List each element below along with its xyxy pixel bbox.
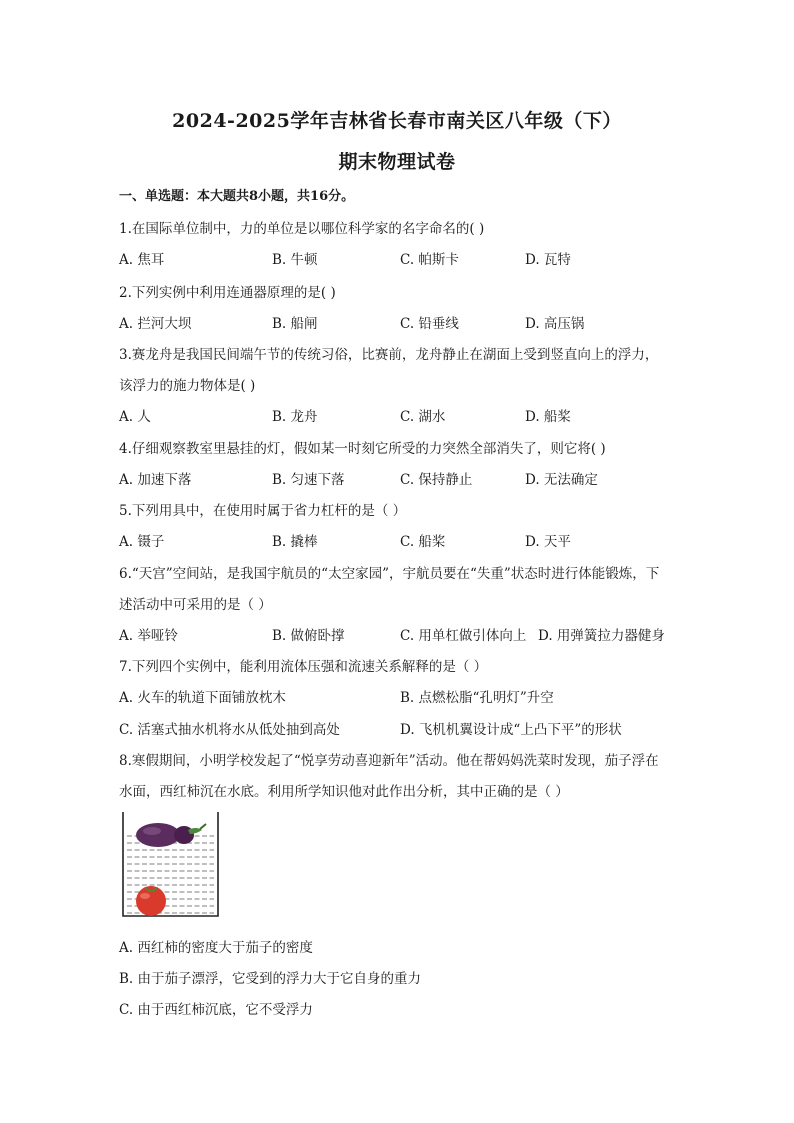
q5-stem: 5.下列用具中，在使用时属于省力杠杆的是（ ） (119, 503, 407, 519)
q7-stem: 7.下列四个实例中，能利用流体压强和流速关系解释的是（ ） (119, 659, 488, 675)
q8-option-a: A. 西红柿的密度大于茄子的密度 (119, 940, 313, 956)
q4-option-b: B. 匀速下落 (272, 472, 345, 488)
q8-stem-line2: 水面，西红柿沉在水底。利用所学知识他对此作出分析，其中正确的是（ ） (119, 784, 569, 800)
q5-option-b: B. 撬棒 (272, 534, 318, 550)
q3-option-b: B. 龙舟 (272, 409, 318, 425)
q3-option-d: D. 船桨 (525, 409, 571, 425)
q6-option-b: B. 做俯卧撑 (272, 628, 345, 644)
q2-stem: 2.下列实例中利用连通器原理的是( ) (119, 285, 336, 301)
q2-option-b: B. 船闸 (272, 316, 318, 332)
q6-option-a: A. 举哑铃 (119, 628, 178, 644)
q4-option-d: D. 无法确定 (525, 472, 598, 488)
tomato-icon (136, 886, 166, 916)
page-title-line1: 2024-2025学年吉林省长春市南关区八年级（下） (172, 110, 622, 132)
q6-option-c: C. 用单杠做引体向上 (400, 628, 527, 644)
q4-option-c: C. 保持静止 (400, 472, 473, 488)
q6-option-d: D. 用弹簧拉力器健身 (538, 628, 665, 644)
q5-option-c: C. 船桨 (400, 534, 446, 550)
q2-option-a: A. 拦河大坝 (119, 316, 192, 332)
q8-figure-container-with-water (118, 810, 222, 920)
q2-option-c: C. 铅垂线 (400, 316, 459, 332)
q1-option-b: B. 牛顿 (272, 252, 318, 268)
q7-option-d: D. 飞机机翼设计成“上凸下平”的形状 (400, 722, 622, 738)
q1-option-a: A. 焦耳 (119, 252, 165, 268)
q6-stem-line2: 述活动中可采用的是（ ） (119, 597, 272, 613)
eggplant-icon (136, 823, 206, 847)
q1-option-d: D. 瓦特 (525, 252, 571, 268)
beaker-illustration (118, 810, 222, 920)
q4-stem: 4.仔细观察教室里悬挂的灯，假如某一时刻它所受的力突然全部消失了，则它将( ) (119, 441, 606, 457)
q8-stem-line1: 8.寒假期间，小明学校发起了“悦享劳动喜迎新年”活动。他在帮妈妈洗菜时发现，茄子浮在 (119, 753, 659, 769)
q5-option-a: A. 镊子 (119, 534, 165, 550)
q6-stem-line1: 6.“天宫”空间站，是我国宇航员的“太空家园”，宇航员要在“失重”状态时进行体能锻炼，下 (119, 566, 660, 582)
q7-option-b: B. 点燃松脂“孔明灯”升空 (400, 690, 554, 706)
q3-option-c: C. 湖水 (400, 409, 446, 425)
q5-option-d: D. 天平 (525, 534, 571, 550)
page-title-line2: 期末物理试卷 (338, 151, 456, 173)
section-heading: 一、单选题：本大题共8小题，共16分。 (119, 189, 355, 204)
q7-option-a: A. 火车的轨道下面铺放枕木 (119, 690, 286, 706)
q7-option-c: C. 活塞式抽水机将水从低处抽到高处 (119, 722, 340, 738)
q8-option-c: C. 由于西红柿沉底，它不受浮力 (119, 1002, 313, 1018)
q3-option-a: A. 人 (119, 409, 151, 425)
q8-option-b: B. 由于茄子漂浮，它受到的浮力大于它自身的重力 (119, 971, 422, 987)
q1-stem: 1.在国际单位制中，力的单位是以哪位科学家的名字命名的( ) (119, 221, 485, 237)
q3-stem-line1: 3.赛龙舟是我国民间端午节的传统习俗，比赛前，龙舟静止在湖面上受到竖直向上的浮力， (119, 347, 659, 363)
q2-option-d: D. 高压锅 (525, 316, 585, 332)
q1-option-c: C. 帕斯卡 (400, 252, 459, 268)
q4-option-a: A. 加速下落 (119, 472, 192, 488)
q3-stem-line2: 该浮力的施力物体是( ) (119, 378, 256, 394)
